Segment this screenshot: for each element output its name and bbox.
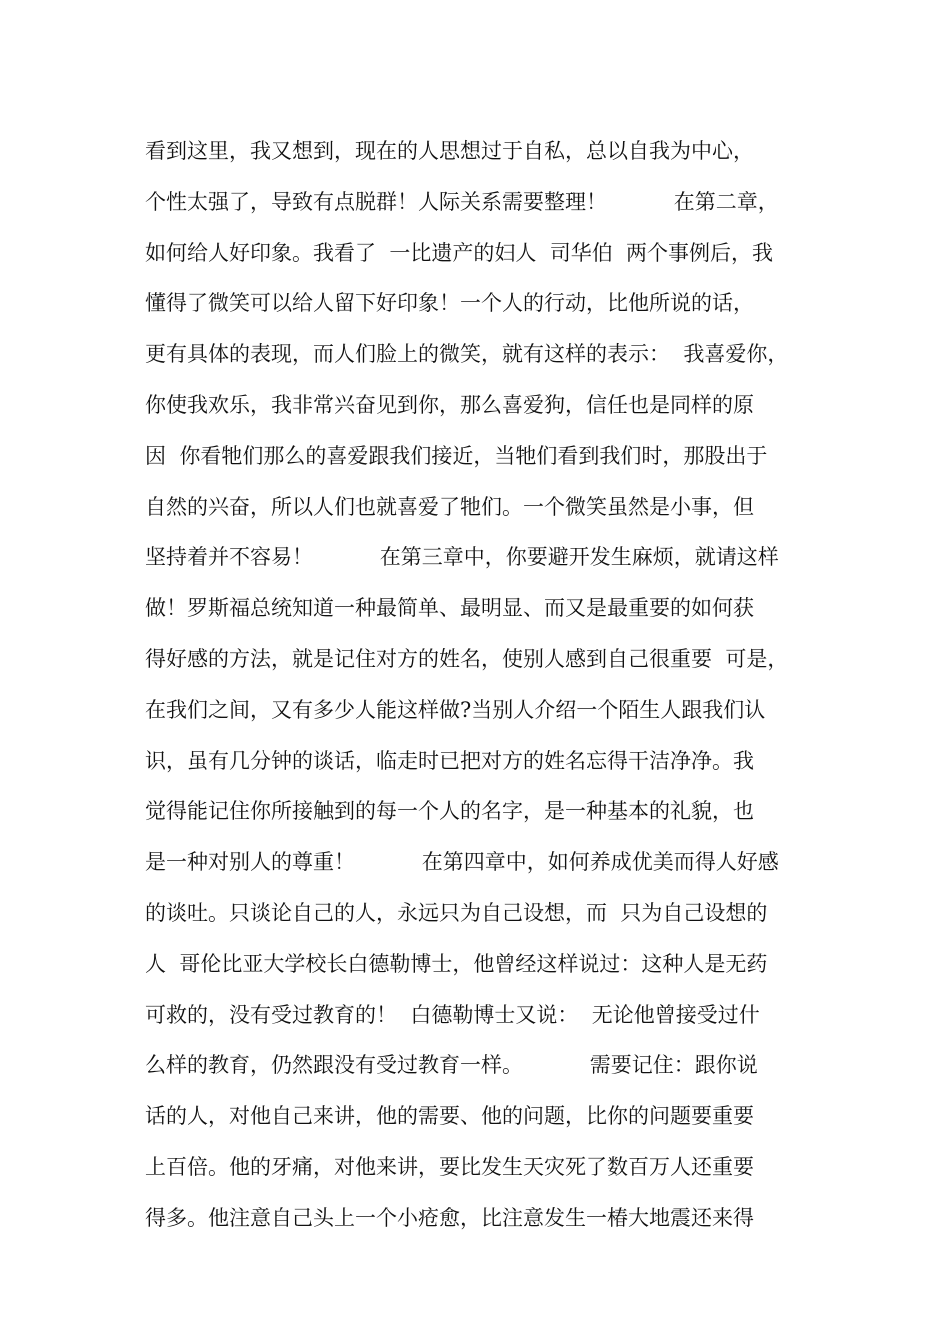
text-line-18: 可救的，没有受过教育的！ 白德勒博士又说： 无论他曾接受过什: [145, 1002, 760, 1027]
body-text: [145, 126, 835, 1244]
text-line-1: 看到这里，我又想到，现在的人思想过于自私，总以自我为中心，: [145, 139, 754, 163]
text-line-16: 的谈吐。只谈论自己的人，永远只为自己设想，而 只为自己设想的: [145, 900, 768, 925]
text-line-20: 话的人，对他自己来讲，他的需要、他的问题，比你的问题要重要: [145, 1104, 754, 1129]
text-line-9: 坚持着并不容易！ 在第三章中，你要避开发生麻烦，就请这样: [145, 545, 779, 570]
text-line-3: 如何给人好印象。我看了 一比遗产的妇人 司华伯 两个事例后，我: [145, 240, 774, 265]
text-line-4: 懂得了微笑可以给人留下好印象！一个人的行动，比他所说的话，: [145, 291, 754, 316]
text-line-6: 你使我欢乐，我非常兴奋见到你，那么喜爱狗，信任也是同样的原: [145, 392, 754, 417]
text-line-2: 个性太强了，导致有点脱群！人际关系需要整理！ 在第二章，: [145, 189, 779, 214]
text-line-12: 在我们之间，又有多少人能这样做?当别人介绍一个陌生人跟我们认: [145, 697, 766, 722]
text-line-8: 自然的兴奋，所以人们也就喜爱了牠们。一个微笑虽然是小事，但: [145, 494, 754, 519]
text-line-19: 么样的教育，仍然跟没有受过教育一样。 需要记住：跟你说: [145, 1053, 758, 1078]
text-line-11: 得好感的方法，就是记住对方的姓名，使别人感到自己很重要 可是，: [145, 646, 789, 671]
text-line-15: 是一种对别人的尊重！ 在第四章中，如何养成优美而得人好感: [145, 850, 779, 875]
text-line-10: 做！罗斯福总统知道一种最简单、最明显、而又是最重要的如何获: [145, 596, 754, 621]
text-line-22: 得多。他注意自己头上一个小疮愈，比注意发生一椿大地震还来得: [145, 1205, 754, 1230]
text-line-5: 更有具体的表现，而人们脸上的微笑，就有这样的表示： 我喜爱你，: [145, 342, 789, 367]
text-line-14: 觉得能记住你所接触到的每一个人的名字，是一种基本的礼貌，也: [145, 799, 754, 824]
text-line-13: 识，虽有几分钟的谈话，临走时已把对方的姓名忘得干洁净净。我: [145, 748, 754, 773]
text-line-7: 因 你看牠们那么的喜爱跟我们接近，当牠们看到我们时，那股出于: [145, 443, 768, 468]
text-line-17: 人 哥伦比亚大学校长白德勒博士，他曾经这样说过：这种人是无药: [145, 951, 768, 976]
text-line-21: 上百倍。他的牙痛，对他来讲，要比发生天灾死了数百万人还重要: [145, 1154, 754, 1179]
